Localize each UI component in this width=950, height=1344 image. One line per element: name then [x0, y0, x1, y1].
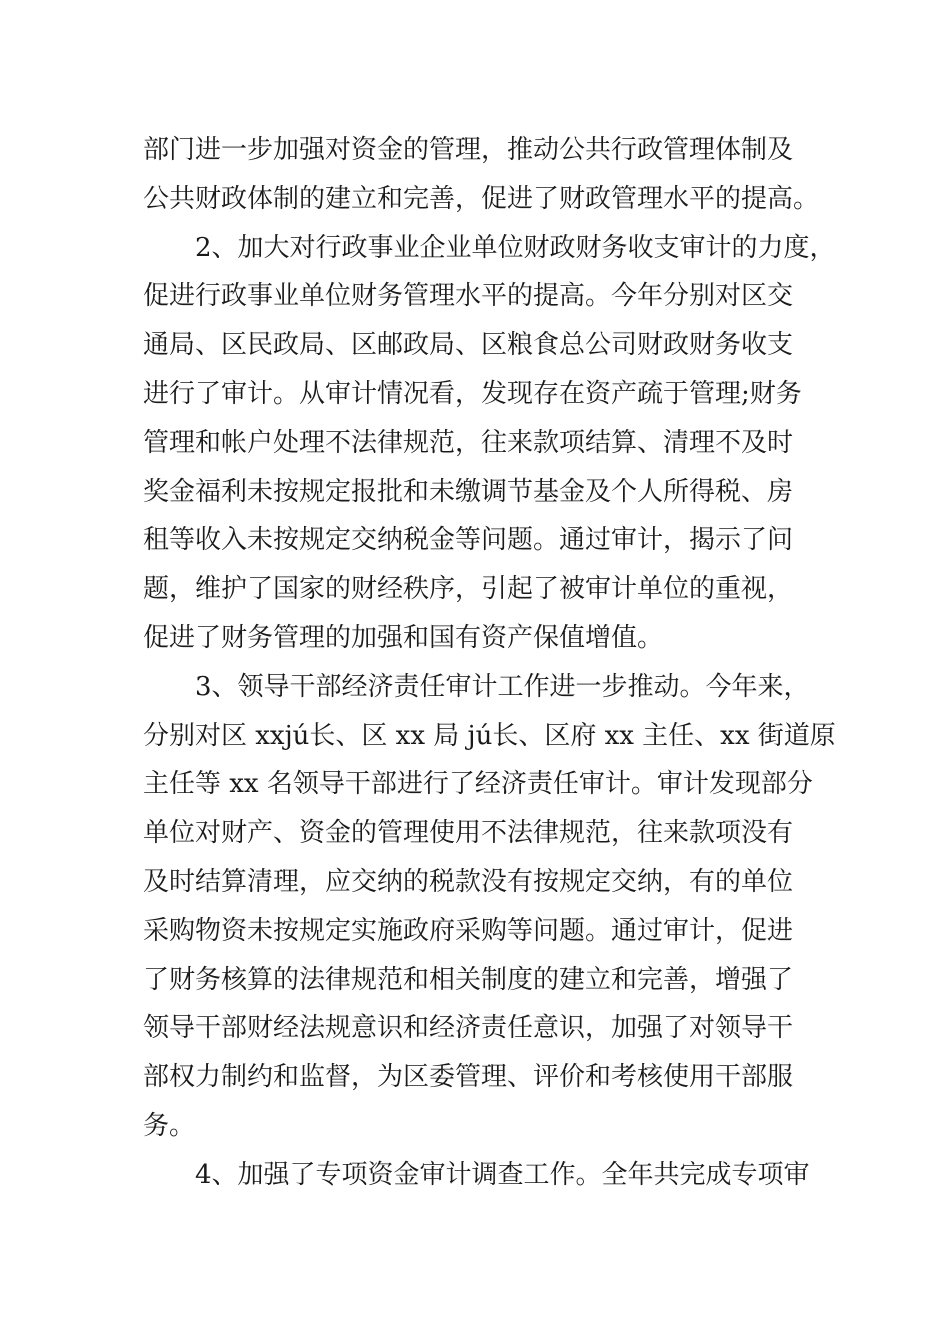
text-line: 进行了审计。从审计情况看，发现存在资产疏于管理;财务	[143, 378, 802, 409]
text-line: 务。	[143, 1110, 196, 1141]
text-line: 分别对区 xxjú长、区 xx 局 jú长、区府 xx 主任、xx 街道原	[143, 720, 836, 751]
text-line: 4、加强了专项资金审计调查工作。全年共完成专项审	[195, 1159, 810, 1190]
text-line: 2、加大对行政事业企业单位财政财务收支审计的力度，	[195, 232, 836, 263]
text-line: 3、领导干部经济责任审计工作进一步推动。今年来，	[195, 671, 810, 702]
text-line: 通局、区民政局、区邮政局、区粮食总公司财政财务收支	[143, 330, 794, 361]
text-line: 租等收入未按规定交纳税金等问题。通过审计，揭示了问	[143, 525, 794, 556]
text-line: 领导干部财经法规意识和经济责任意识，加强了对领导干	[143, 1013, 794, 1044]
text-line: 公共财政体制的建立和完善，促进了财政管理水平的提高。	[143, 183, 820, 214]
text-line: 管理和帐户处理不法律规范，往来款项结算、清理不及时	[143, 427, 794, 458]
text-line: 采购物资未按规定实施政府采购等问题。通过审计，促进	[143, 915, 794, 946]
text-line: 单位对财产、资金的管理使用不法律规范，往来款项没有	[143, 818, 794, 849]
text-line: 促进行政事业单位财务管理水平的提高。今年分别对区交	[143, 281, 794, 312]
text-line: 主任等 xx 名领导干部进行了经济责任审计。审计发现部分	[143, 769, 813, 800]
text-line: 部门进一步加强对资金的管理，推动公共行政管理体制及	[143, 135, 794, 165]
text-line: 促进了财务管理的加强和国有资产保值增值。	[143, 622, 664, 653]
text-line: 奖金福利未按规定报批和未缴调节基金及个人所得税、房	[143, 476, 794, 507]
text-line: 及时结算清理，应交纳的税款没有按规定交纳，有的单位	[143, 866, 794, 897]
text-line: 部权力制约和监督，为区委管理、评价和考核使用干部服	[143, 1062, 794, 1093]
text-line: 了财务核算的法律规范和相关制度的建立和完善，增强了	[143, 964, 794, 995]
text-line: 题，维护了国家的财经秩序，引起了被审计单位的重视，	[143, 574, 794, 605]
document-body	[143, 126, 843, 1200]
